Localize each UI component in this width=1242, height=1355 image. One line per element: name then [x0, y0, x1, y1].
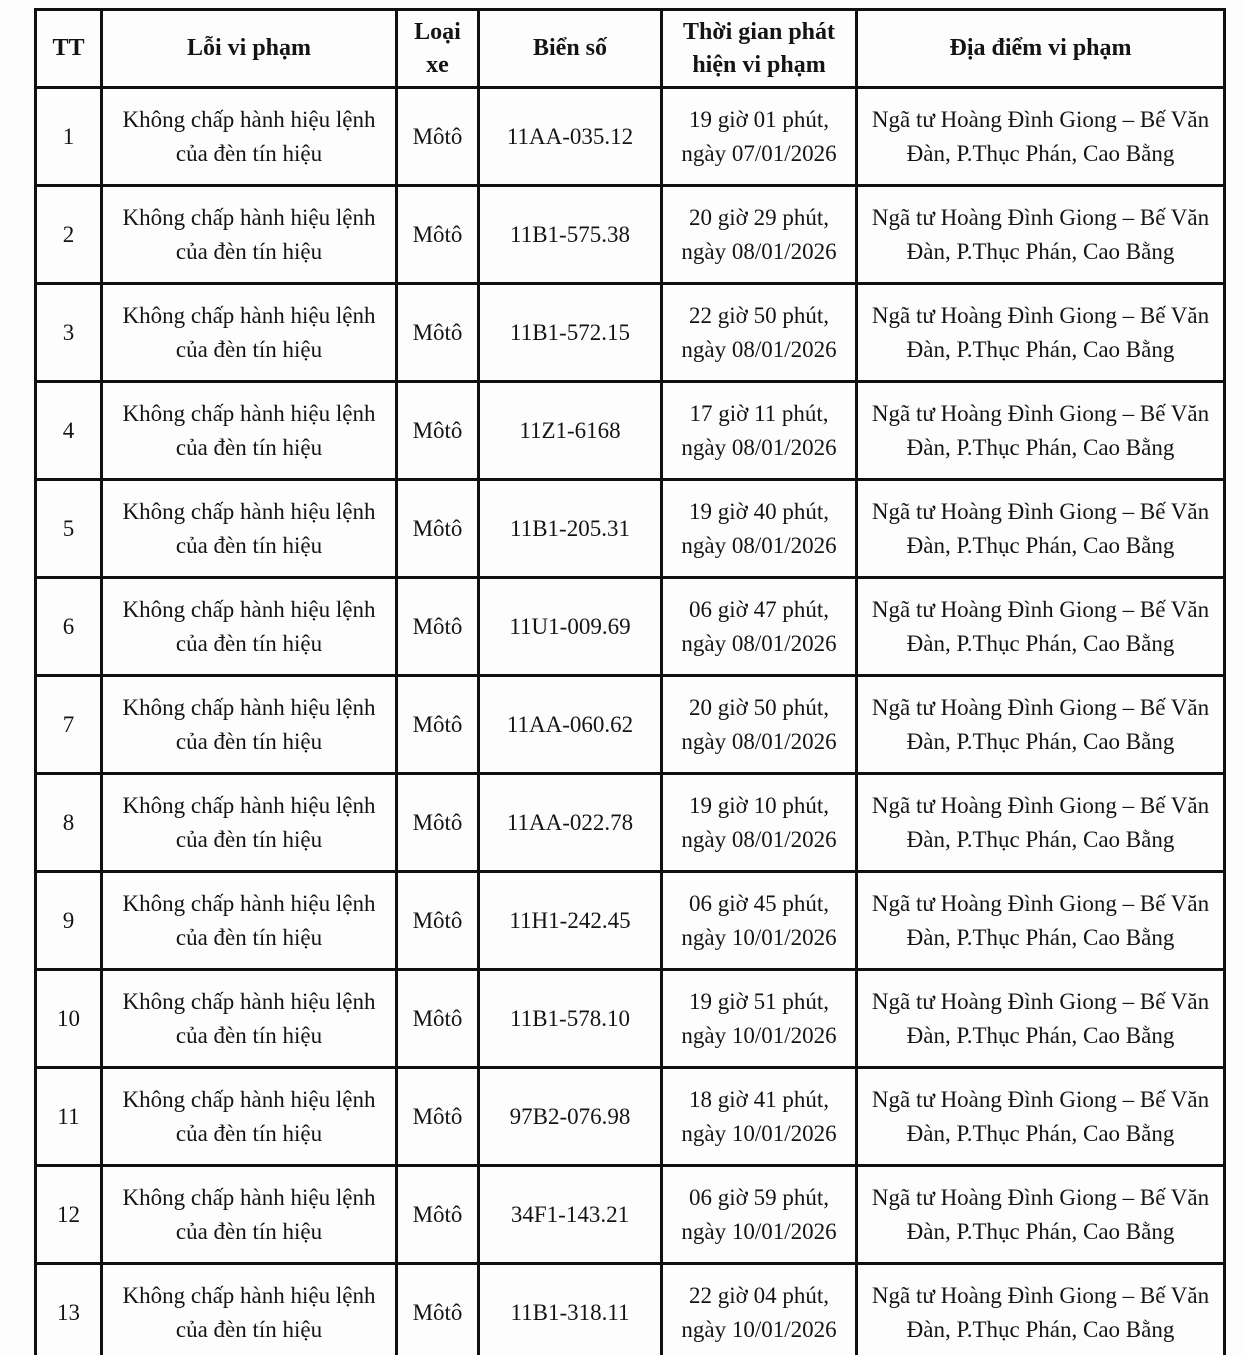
- cell-time: 19 giờ 40 phút, ngày 08/01/2026: [662, 480, 857, 578]
- cell-tt: 6: [36, 578, 102, 676]
- cell-vehicle-type: Môtô: [397, 676, 479, 774]
- cell-vehicle-type: Môtô: [397, 774, 479, 872]
- cell-vehicle-type: Môtô: [397, 1264, 479, 1355]
- cell-time: 22 giờ 04 phút, ngày 10/01/2026: [662, 1264, 857, 1355]
- table-row: [36, 774, 1225, 872]
- cell-violation: Không chấp hành hiệu lệnh của đèn tín hiệu: [102, 480, 397, 578]
- cell-vehicle-type: Môtô: [397, 382, 479, 480]
- table-row: [36, 578, 1225, 676]
- cell-plate: 11AA-022.78: [479, 774, 662, 872]
- cell-violation: Không chấp hành hiệu lệnh của đèn tín hiệu: [102, 1264, 397, 1355]
- cell-tt: 8: [36, 774, 102, 872]
- cell-time: 19 giờ 10 phút, ngày 08/01/2026: [662, 774, 857, 872]
- table-header-row: [36, 10, 1225, 88]
- cell-tt: 2: [36, 186, 102, 284]
- cell-location: Ngã tư Hoàng Đình Giong – Bế Văn Đàn, P.Thục Phán, Cao Bằng: [857, 676, 1225, 774]
- cell-time: 06 giờ 47 phút, ngày 08/01/2026: [662, 578, 857, 676]
- table-body: [36, 88, 1225, 1355]
- cell-plate: 11Z1-6168: [479, 382, 662, 480]
- table-row: [36, 1264, 1225, 1355]
- header-plate: Biển số: [479, 10, 662, 88]
- table-row: [36, 382, 1225, 480]
- cell-plate: 34F1-143.21: [479, 1166, 662, 1264]
- header-tt: TT: [36, 10, 102, 88]
- cell-time: 20 giờ 50 phút, ngày 08/01/2026: [662, 676, 857, 774]
- cell-time: 19 giờ 01 phút, ngày 07/01/2026: [662, 88, 857, 186]
- cell-tt: 7: [36, 676, 102, 774]
- cell-plate: 11B1-575.38: [479, 186, 662, 284]
- cell-location: Ngã tư Hoàng Đình Giong – Bế Văn Đàn, P.Thục Phán, Cao Bằng: [857, 1068, 1225, 1166]
- cell-time: 06 giờ 45 phút, ngày 10/01/2026: [662, 872, 857, 970]
- cell-plate: 11B1-318.11: [479, 1264, 662, 1355]
- table-row: [36, 186, 1225, 284]
- cell-violation: Không chấp hành hiệu lệnh của đèn tín hiệu: [102, 88, 397, 186]
- cell-plate: 11B1-572.15: [479, 284, 662, 382]
- cell-violation: Không chấp hành hiệu lệnh của đèn tín hiệu: [102, 284, 397, 382]
- cell-time: 20 giờ 29 phút, ngày 08/01/2026: [662, 186, 857, 284]
- cell-vehicle-type: Môtô: [397, 872, 479, 970]
- header-violation: Lỗi vi phạm: [102, 10, 397, 88]
- cell-time: 18 giờ 41 phút, ngày 10/01/2026: [662, 1068, 857, 1166]
- cell-time: 17 giờ 11 phút, ngày 08/01/2026: [662, 382, 857, 480]
- cell-vehicle-type: Môtô: [397, 284, 479, 382]
- cell-location: Ngã tư Hoàng Đình Giong – Bế Văn Đàn, P.Thục Phán, Cao Bằng: [857, 186, 1225, 284]
- cell-plate: 11AA-060.62: [479, 676, 662, 774]
- cell-violation: Không chấp hành hiệu lệnh của đèn tín hiệu: [102, 774, 397, 872]
- cell-violation: Không chấp hành hiệu lệnh của đèn tín hiệu: [102, 1068, 397, 1166]
- table-row: [36, 284, 1225, 382]
- cell-tt: 3: [36, 284, 102, 382]
- cell-location: Ngã tư Hoàng Đình Giong – Bế Văn Đàn, P.Thục Phán, Cao Bằng: [857, 774, 1225, 872]
- table-row: [36, 970, 1225, 1068]
- cell-tt: 1: [36, 88, 102, 186]
- cell-location: Ngã tư Hoàng Đình Giong – Bế Văn Đàn, P.Thục Phán, Cao Bằng: [857, 480, 1225, 578]
- cell-location: Ngã tư Hoàng Đình Giong – Bế Văn Đàn, P.Thục Phán, Cao Bằng: [857, 1264, 1225, 1355]
- cell-location: Ngã tư Hoàng Đình Giong – Bế Văn Đàn, P.Thục Phán, Cao Bằng: [857, 382, 1225, 480]
- cell-vehicle-type: Môtô: [397, 970, 479, 1068]
- cell-tt: 5: [36, 480, 102, 578]
- cell-vehicle-type: Môtô: [397, 186, 479, 284]
- cell-time: 06 giờ 59 phút, ngày 10/01/2026: [662, 1166, 857, 1264]
- cell-location: Ngã tư Hoàng Đình Giong – Bế Văn Đàn, P.Thục Phán, Cao Bằng: [857, 88, 1225, 186]
- table-row: [36, 480, 1225, 578]
- cell-vehicle-type: Môtô: [397, 1166, 479, 1264]
- cell-vehicle-type: Môtô: [397, 578, 479, 676]
- cell-location: Ngã tư Hoàng Đình Giong – Bế Văn Đàn, P.Thục Phán, Cao Bằng: [857, 970, 1225, 1068]
- cell-violation: Không chấp hành hiệu lệnh của đèn tín hiệu: [102, 872, 397, 970]
- cell-vehicle-type: Môtô: [397, 1068, 479, 1166]
- cell-time: 19 giờ 51 phút, ngày 10/01/2026: [662, 970, 857, 1068]
- cell-time: 22 giờ 50 phút, ngày 08/01/2026: [662, 284, 857, 382]
- cell-tt: 11: [36, 1068, 102, 1166]
- cell-tt: 13: [36, 1264, 102, 1355]
- table-row: [36, 1166, 1225, 1264]
- cell-violation: Không chấp hành hiệu lệnh của đèn tín hiệu: [102, 578, 397, 676]
- cell-plate: 11AA-035.12: [479, 88, 662, 186]
- cell-location: Ngã tư Hoàng Đình Giong – Bế Văn Đàn, P.Thục Phán, Cao Bằng: [857, 578, 1225, 676]
- header-vehicle-type: Loại xe: [397, 10, 479, 88]
- cell-plate: 11U1-009.69: [479, 578, 662, 676]
- cell-violation: Không chấp hành hiệu lệnh của đèn tín hiệu: [102, 1166, 397, 1264]
- cell-location: Ngã tư Hoàng Đình Giong – Bế Văn Đàn, P.Thục Phán, Cao Bằng: [857, 1166, 1225, 1264]
- violations-table: [34, 8, 1226, 1355]
- cell-violation: Không chấp hành hiệu lệnh của đèn tín hiệu: [102, 186, 397, 284]
- cell-violation: Không chấp hành hiệu lệnh của đèn tín hiệu: [102, 676, 397, 774]
- cell-tt: 4: [36, 382, 102, 480]
- table-row: [36, 1068, 1225, 1166]
- table-row: [36, 872, 1225, 970]
- cell-tt: 10: [36, 970, 102, 1068]
- cell-plate: 11B1-205.31: [479, 480, 662, 578]
- cell-plate: 11B1-578.10: [479, 970, 662, 1068]
- cell-location: Ngã tư Hoàng Đình Giong – Bế Văn Đàn, P.Thục Phán, Cao Bằng: [857, 872, 1225, 970]
- cell-vehicle-type: Môtô: [397, 88, 479, 186]
- cell-tt: 9: [36, 872, 102, 970]
- header-time: Thời gian phát hiện vi phạm: [662, 10, 857, 88]
- table-row: [36, 676, 1225, 774]
- cell-tt: 12: [36, 1166, 102, 1264]
- cell-vehicle-type: Môtô: [397, 480, 479, 578]
- header-location: Địa điểm vi phạm: [857, 10, 1225, 88]
- cell-location: Ngã tư Hoàng Đình Giong – Bế Văn Đàn, P.Thục Phán, Cao Bằng: [857, 284, 1225, 382]
- cell-violation: Không chấp hành hiệu lệnh của đèn tín hiệu: [102, 382, 397, 480]
- cell-violation: Không chấp hành hiệu lệnh của đèn tín hiệu: [102, 970, 397, 1068]
- cell-plate: 97B2-076.98: [479, 1068, 662, 1166]
- cell-plate: 11H1-242.45: [479, 872, 662, 970]
- table-row: [36, 88, 1225, 186]
